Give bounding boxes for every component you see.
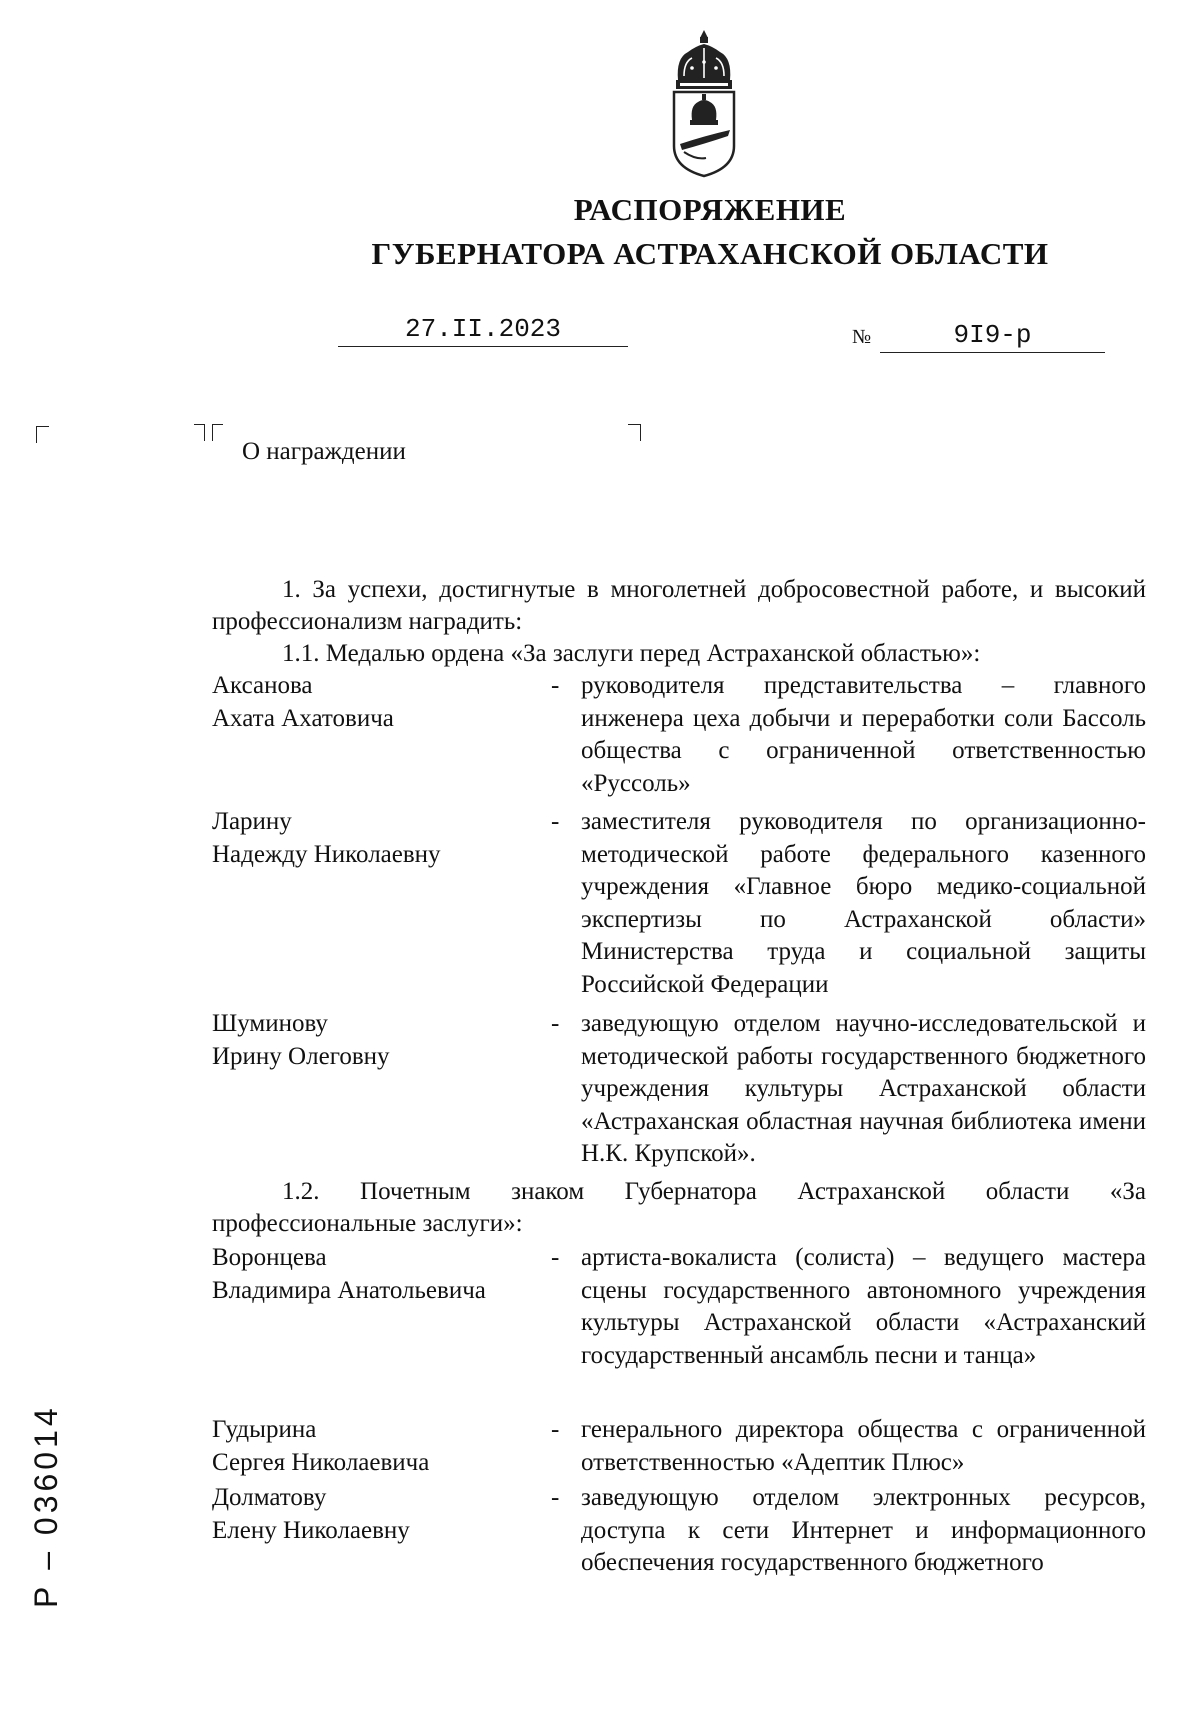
document-date: 27.II.2023 xyxy=(338,314,628,347)
awardee-surname: Долматову xyxy=(212,1484,327,1511)
awardee-given-name: Владимира Анатольевича xyxy=(212,1276,486,1304)
subject-corner-mark xyxy=(628,424,641,441)
awardee-position: руководителя представительства – главного инженера цеха добычи и переработки соли Бассоль общества с ограниченной ответственностью «Руссоль» xyxy=(581,672,1146,797)
clause-1-1 xyxy=(212,638,1146,670)
clause-1-text: 1. За успехи, достигнутые в многолетней добросовестной работе, и высокий профессионализм наградить: xyxy=(212,576,1146,635)
subject-corner-mark xyxy=(194,424,205,441)
awardee-position: заведующую отделом электронных ресурсов, доступа к сети Интернет и информационного обеспечения государственного бюджетного xyxy=(581,1484,1146,1576)
awardee-position: артиста-вокалиста (солиста) – ведущего мастера сцены государственного автономного учреждения культуры Астраханской области «Астраханский государственный ансамбль песни и танца» xyxy=(581,1244,1146,1369)
awardee-given-name: Ирину Олеговну xyxy=(212,1042,390,1070)
document-number: 9I9-р xyxy=(880,320,1105,353)
awardee-given-name: Надежду Николаевну xyxy=(212,840,441,868)
awardee-name xyxy=(212,670,532,735)
awardee-dash: - xyxy=(551,1484,560,1511)
clause-1-2-text: 1.2. Почетным знаком Губернатора Астраханской области «За профессиональные заслуги»: xyxy=(212,1178,1146,1237)
awardee-surname: Ларину xyxy=(212,808,292,835)
clause-1-2 xyxy=(212,1176,1146,1240)
awardee-position: генерального директора общества с ограниченной ответственностью «Адептик Плюс» xyxy=(581,1416,1146,1476)
awardee-given-name: Елену Николаевну xyxy=(212,1516,410,1544)
awardee-dash: - xyxy=(551,808,560,835)
awardee-surname: Гудырина xyxy=(212,1416,317,1443)
awardee-surname: Шуминову xyxy=(212,1010,328,1037)
awardee-surname: Воронцева xyxy=(212,1244,327,1271)
awardee-given-name: Сергея Николаевича xyxy=(212,1448,430,1476)
awardee-name xyxy=(212,1242,532,1307)
awardee-position: заместителя руководителя по организационно-методической работе федерального казенного учреждения «Главное бюро медико-социальной экспертизы по Астраханской области» Министерства труда и социальной защиты Российской Федерации xyxy=(581,808,1146,998)
awardee-given-name: Ахата Ахатовича xyxy=(212,704,394,732)
awardee-dash: - xyxy=(551,672,560,699)
awardee-dash: - xyxy=(551,1244,560,1271)
number-label: № xyxy=(852,326,872,348)
coat-of-arms-icon xyxy=(666,28,742,178)
form-serial-code: Р – 036014 xyxy=(28,1404,64,1608)
document-subject: О награждении xyxy=(242,438,406,465)
awardee-name xyxy=(212,1414,532,1479)
awardee-position: заведующую отделом научно-исследовательской и методической работы государственного бюджетного учреждения культуры Астраханской области «Астраханская областная научная библиотека имени Н.К. Крупской». xyxy=(581,1010,1146,1167)
awardee-name xyxy=(212,806,532,871)
awardee-dash: - xyxy=(551,1416,560,1443)
awardee-name xyxy=(212,1482,532,1547)
awardee-dash: - xyxy=(551,1010,560,1037)
issuer-title: ГУБЕРНАТОРА АСТРАХАНСКОЙ ОБЛАСТИ xyxy=(371,236,1049,271)
subject-corner-mark xyxy=(212,424,223,441)
awardee-surname: Аксанова xyxy=(212,672,313,699)
awardee-name xyxy=(212,1008,532,1073)
clause-1-1-text: 1.1. Медалью ордена «За заслуги перед Астраханской областью»: xyxy=(282,640,981,667)
clause-1 xyxy=(212,574,1146,638)
document-type-title: РАСПОРЯЖЕНИЕ xyxy=(573,192,847,227)
margin-corner-mark xyxy=(36,426,49,443)
